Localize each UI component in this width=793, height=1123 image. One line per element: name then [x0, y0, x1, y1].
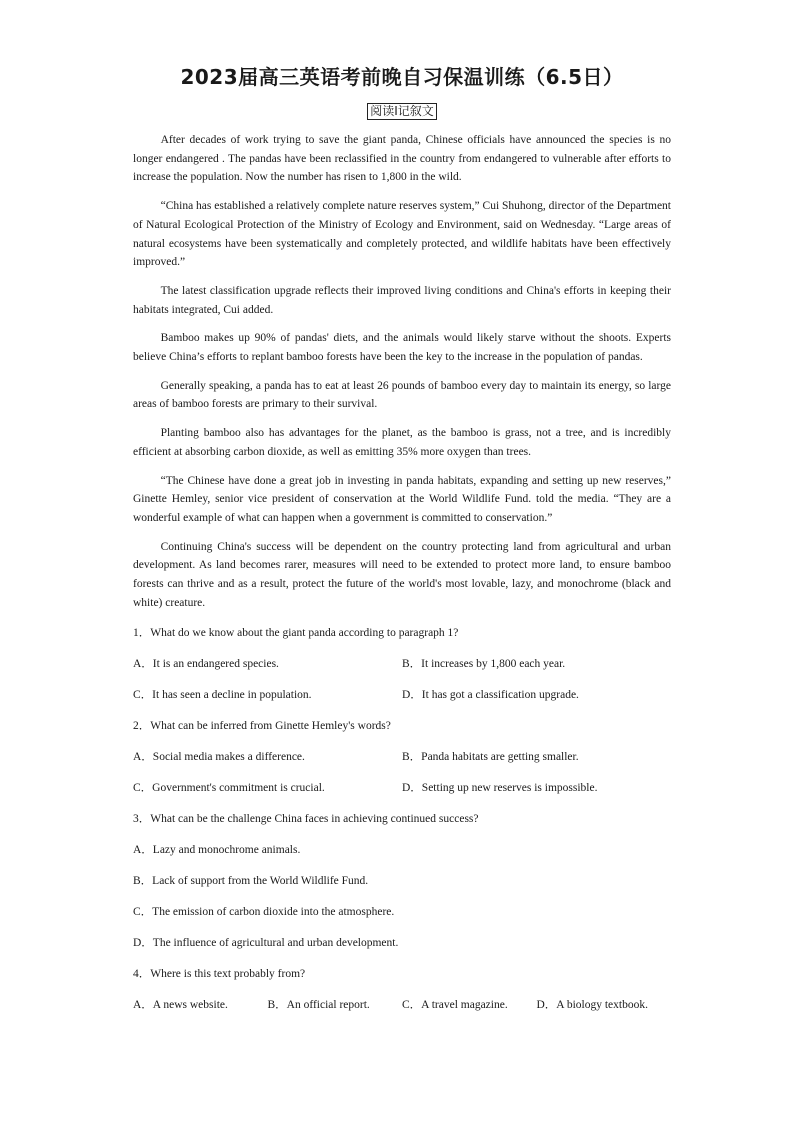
section-label-wrap — [133, 102, 671, 120]
option-d: D．Setting up new reserves is impossible. — [402, 782, 598, 795]
passage-paragraph: The latest classification upgrade reflects their improved living conditions and China's efforts in keeping their habitats integrated, Cui added. — [133, 284, 671, 316]
passage-paragraph: Continuing China's success will be dependent on the country protecting land from agricultural and urban development. As land becomes rarer, measures will need to be extended to protect more land, to ensure bamboo forests can thrive and as a result, protect the future of the world's most lovable, lazy, and monochrome (black and white) creature. — [133, 540, 671, 609]
option-c: C．It has seen a decline in population. — [133, 689, 312, 702]
passage — [133, 131, 671, 612]
question-2 — [133, 717, 671, 797]
passage-paragraph: Generally speaking, a panda has to eat at least 26 pounds of bamboo every day to maintain its energy, so large areas of bamboo forests are primary to their survival. — [133, 379, 671, 411]
option-b: B．Panda habitats are getting smaller. — [402, 751, 579, 764]
option-d: D．A biology textbook. — [536, 999, 648, 1012]
option-a: A．Social media makes a difference. — [133, 751, 305, 764]
question-stem: 1．What do we know about the giant panda according to paragraph 1? — [133, 627, 459, 640]
option-c: C．A travel magazine. — [402, 999, 508, 1012]
option-a: A．A news website. — [133, 999, 228, 1012]
passage-paragraph: “The Chinese have done a great job in investing in panda habitats, expanding and setting up new reserves,” Ginette Hemley, senior vice president of conservation at the World Wildlife Fund. told the media. “They are a wonderful example of what can happen when a government is committed to conservation.” — [133, 474, 671, 524]
question-4 — [133, 965, 671, 1014]
option-row — [133, 996, 671, 1014]
option-b: B．Lack of support from the World Wildlife Fund. — [133, 875, 369, 888]
question-stem: 4．Where is this text probably from? — [133, 968, 306, 981]
option-c: C．Government's commitment is crucial. — [133, 782, 325, 795]
option-a: A．Lazy and monochrome animals. — [133, 844, 301, 857]
option-d: D．The influence of agricultural and urban development. — [133, 937, 399, 950]
option-b: B．It increases by 1,800 each year. — [402, 658, 566, 671]
section-label: 阅读Ⅰ记叙文 — [367, 103, 437, 120]
option-row — [133, 779, 671, 797]
option-b: B．An official report. — [267, 999, 370, 1012]
option-d: D．It has got a classification upgrade. — [402, 689, 579, 702]
passage-paragraph: Bamboo makes up 90% of pandas' diets, and the animals would likely starve without the shoots. Experts believe China’s efforts to replant bamboo forests have been the key to the increase in the population of pandas. — [133, 332, 671, 364]
question-1 — [133, 624, 671, 704]
question-stem: 2．What can be inferred from Ginette Hemley's words? — [133, 720, 391, 733]
passage-paragraph: Planting bamboo also has advantages for the planet, as the bamboo is grass, not a tree, and is incredibly efficient at absorbing carbon dioxide, as well as emitting 35% more oxygen than trees. — [133, 427, 671, 458]
option-row — [133, 748, 671, 766]
option-c: C．The emission of carbon dioxide into the atmosphere. — [133, 906, 395, 919]
option-row — [133, 686, 671, 704]
page-title: 2023届高三英语考前晚自习保温训练（6.5日） — [180, 65, 624, 89]
option-row — [133, 655, 671, 673]
passage-paragraph: “China has established a relatively complete nature reserves system,” Cui Shuhong, director of the Department of Natural Ecological Protection of the Ministry of Ecology and Environment, said on Wednesday. “Large areas of natural ecosystems have been systematically and completely protected, and wildlife habitats have been effectively improved.” — [133, 200, 671, 269]
passage-paragraph: After decades of work trying to save the giant panda, Chinese officials have announced the species is no longer endangered . The pandas have been reclassified in the country from endangered to vulnerable after efforts to increase the population. Now the number has risen to 1,800 in the wild. — [133, 134, 671, 184]
question-stem: 3．What can be the challenge China faces in achieving continued success? — [133, 813, 479, 826]
question-3 — [133, 810, 671, 952]
option-a: A．It is an endangered species. — [133, 658, 279, 671]
